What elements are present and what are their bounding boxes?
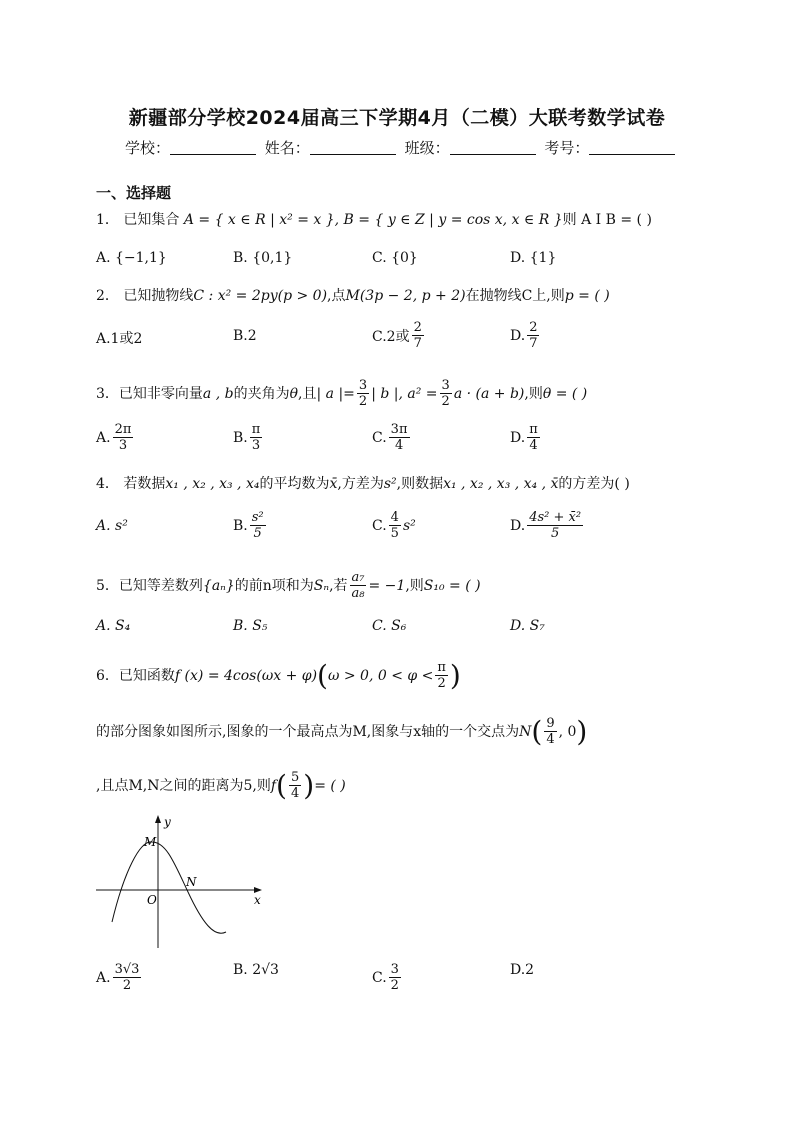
q5-text-4: ,则 [405, 577, 424, 594]
q1-option-c[interactable]: C. {0} [372, 250, 418, 266]
q1-ask: 则 A I B = ( ) [562, 212, 652, 228]
frac-den: 2 [122, 978, 132, 993]
q2-option-d[interactable] [510, 320, 541, 351]
q5-option-d[interactable]: D. S₇ [510, 618, 545, 634]
school-blank[interactable] [170, 140, 256, 155]
frac-den: 5 [550, 526, 560, 541]
q3-fraction-1 [357, 378, 369, 409]
frac-num: 9 [546, 716, 555, 731]
q6-option-c[interactable] [372, 962, 403, 993]
q3-fraction-2 [440, 378, 452, 409]
q4-text-3: ,方差为 [337, 476, 384, 492]
question-3 [96, 378, 587, 409]
q6-pi-half [435, 660, 448, 691]
q1-option-d[interactable]: D. {1} [510, 250, 557, 266]
q5-option-a[interactable]: A. S₄ [96, 618, 131, 634]
q2-ask: p = ( ) [564, 288, 610, 304]
q3-norm-b: | b | [371, 385, 399, 402]
q4-options [96, 510, 736, 550]
frac-num: 4s² + x̄² [529, 510, 582, 525]
q3-option-c-label: C. [372, 429, 387, 446]
point-m-label: M [144, 835, 157, 849]
frac-num: 4 [390, 510, 399, 525]
frac-den: 4 [394, 438, 404, 453]
q2-text-3: 在抛物线C上,则 [465, 288, 565, 304]
q3-option-b-label: B. [233, 429, 248, 446]
q4-option-d-fraction [527, 510, 583, 541]
q2-option-d-label: D. [510, 327, 526, 344]
frac-den: a₈ [351, 586, 365, 601]
q6-f: f [270, 777, 277, 794]
q6-ask: = ( ) [314, 777, 346, 794]
section-heading: 一、选择题 [96, 184, 172, 202]
q2-option-c-fraction [412, 320, 424, 351]
q6-function: f (x) = 4cos(ωx + φ) [174, 667, 318, 684]
y-axis-arrow [155, 815, 161, 823]
frac-num: 3π [390, 422, 408, 437]
y-axis-label: y [164, 815, 171, 829]
exam-number-blank[interactable] [589, 140, 675, 155]
q6-point-n: N [519, 723, 532, 740]
frac-den: 3 [251, 438, 261, 453]
q3-norm-a: | a |= [316, 385, 355, 402]
frac-num: π [529, 422, 538, 437]
q5-ask: S₁₀ = ( ) [423, 577, 481, 594]
q4-variance: s² [383, 476, 397, 492]
left-paren: ( [317, 658, 328, 692]
frac-num: 3 [390, 962, 399, 977]
q6-options [96, 962, 736, 1002]
q6-zero: , 0 [558, 723, 577, 740]
q3-theta: θ [289, 385, 299, 402]
q3-option-b-fraction [250, 422, 263, 453]
q4-option-d-label: D. [510, 517, 526, 534]
frac-den: 5 [390, 526, 399, 541]
frac-den: 4 [290, 786, 300, 801]
cosine-curve [112, 842, 226, 933]
q5-options [96, 618, 736, 658]
q3-ask: θ = ( ) [542, 385, 588, 402]
frac-den: 3 [118, 438, 128, 453]
q4-ask: 的方差为( ) [558, 476, 630, 492]
q5-text-2: 的前n项和为 [234, 577, 314, 594]
q5-equals: = −1 [368, 577, 406, 594]
right-paren: ) [449, 658, 461, 692]
frac-den: 2 [441, 394, 450, 409]
q4-option-c[interactable] [372, 510, 416, 541]
q6-text-2: 的部分图象如图所示,图象的一个最高点为M,图象与x轴的一个交点为 [96, 723, 520, 740]
exam-title: 新疆部分学校2024届高三下学期4月（二模）大联考数学试卷 [128, 107, 666, 129]
right-paren: ) [576, 714, 588, 748]
frac-num: π [251, 422, 261, 437]
q2-point: M(3p − 2, p + 2) [345, 288, 466, 304]
q4-option-c-fraction [389, 510, 401, 541]
q6-five-quarters [289, 770, 301, 801]
q5-ratio [350, 570, 367, 601]
q4-data: x₁ , x₂ , x₃ , x₄ [165, 476, 260, 492]
q3-text: 已知非零向量 [118, 385, 203, 402]
exam-number-label: 考号： [544, 139, 590, 157]
question-6 [96, 660, 461, 691]
q6-option-b-value: 2√3 [252, 962, 279, 978]
q1-text: 已知集合 [123, 212, 180, 228]
left-paren: ( [276, 768, 287, 802]
left-paren: ( [531, 714, 543, 748]
frac-num: 2 [529, 320, 538, 335]
frac-num: 3 [358, 378, 368, 393]
q4-option-c-s2: s² [402, 517, 416, 534]
question-1 [96, 210, 652, 230]
q4-option-b-label: B. [233, 517, 248, 534]
q2-options [96, 320, 736, 360]
q3-option-d[interactable] [510, 422, 542, 453]
q6-option-b-label: B. [233, 962, 248, 978]
question-5 [96, 570, 481, 601]
q2-number: 2． [96, 288, 119, 304]
frac-den: 5 [253, 526, 262, 541]
frac-den: 7 [413, 336, 422, 351]
frac-num: 3 [441, 378, 450, 393]
q3-vectors: a , b [202, 385, 234, 402]
q6-option-a-fraction [113, 962, 142, 993]
q3-option-c[interactable] [372, 422, 412, 453]
frac-num: s² [251, 510, 264, 525]
x-axis-label: x [254, 893, 261, 907]
q1-set-b: , B = { y ∈ Z | y = cos x, x ∈ R } [334, 212, 563, 228]
name-blank[interactable] [310, 140, 396, 155]
q4-data-2: x₁ , x₂ , x₃ , x₄ , x̄ [443, 476, 559, 492]
frac-num: a₇ [351, 570, 365, 585]
q4-option-b-fraction [250, 510, 266, 541]
frac-num: 2π [114, 422, 132, 437]
q2-text: 已知抛物线 [123, 288, 194, 304]
frac-num: π [437, 660, 446, 675]
q2-option-a[interactable]: A.1或2 [96, 331, 143, 347]
q4-option-a[interactable]: A. s² [96, 518, 128, 534]
frac-den: 2 [358, 394, 368, 409]
q2-parabola: C : x² = 2py(p > 0) [193, 288, 328, 304]
question-6-line-2 [96, 716, 587, 747]
frac-num: 3√3 [114, 962, 140, 977]
question-4 [96, 474, 630, 494]
q4-number: 4． [96, 476, 119, 492]
q6-option-d[interactable]: D.2 [510, 962, 535, 978]
q5-text-3: ,若 [329, 577, 348, 594]
q6-number: 6． [96, 667, 119, 684]
frac-num: 5 [290, 770, 300, 785]
q4-text-2: 的平均数为 [259, 476, 330, 492]
point-n-label: N [186, 875, 197, 889]
school-label: 学校： [125, 139, 171, 157]
q1-set-a: A = { x ∈ R | x² = x } [183, 212, 335, 228]
q4-option-b[interactable] [233, 510, 268, 541]
origin-label: O [147, 893, 157, 907]
q4-option-d[interactable] [510, 510, 585, 541]
frac-den: 7 [529, 336, 538, 351]
q2-option-d-fraction [527, 320, 539, 351]
frac-num: 2 [413, 320, 422, 335]
q3-option-d-label: D. [510, 429, 526, 446]
q1-option-a[interactable]: A. {−1,1} [96, 250, 167, 266]
q3-a-squared: , a² = [398, 385, 438, 402]
q1-number: 1． [96, 212, 119, 228]
q6-text: 已知函数 [118, 667, 175, 684]
frac-den: 2 [390, 978, 399, 993]
q5-sequence: {aₙ} [202, 577, 235, 594]
q3-text-4: ,则 [524, 385, 543, 402]
q3-options [96, 422, 736, 462]
class-blank[interactable] [450, 140, 536, 155]
q4-text: 若数据 [123, 476, 166, 492]
frac-den: 4 [529, 438, 538, 453]
q3-number: 3． [96, 385, 119, 402]
q6-text-3: ,且点M,N之间的距离为5,则 [96, 777, 271, 794]
q5-option-b[interactable]: B. S₅ [233, 618, 268, 634]
q6-option-a[interactable] [96, 962, 143, 993]
q6-option-a-label: A. [96, 969, 111, 986]
q5-option-c[interactable]: C. S₆ [372, 618, 407, 634]
q6-option-c-label: C. [372, 969, 387, 986]
q4-option-c-label: C. [372, 517, 387, 534]
q3-option-a-label: A. [96, 429, 111, 446]
q1-options [96, 250, 736, 290]
q3-option-b[interactable] [233, 422, 264, 453]
frac-den: 2 [437, 676, 446, 691]
q2-option-c-label: C.2或 [372, 328, 410, 345]
class-label: 班级： [404, 139, 450, 157]
q3-dot-product: a · (a + b) [453, 385, 525, 402]
q3-text-3: ,且 [298, 385, 317, 402]
right-paren: ) [303, 768, 315, 802]
frac-den: 4 [546, 732, 555, 747]
q6-nine-quarters [544, 716, 556, 747]
q3-option-d-fraction [527, 422, 540, 453]
q6-option-c-fraction [389, 962, 401, 993]
q3-option-a[interactable] [96, 422, 135, 453]
q3-text-2: 的夹角为 [233, 385, 290, 402]
q3-option-c-fraction [389, 422, 410, 453]
function-graph [92, 812, 267, 952]
q3-option-a-fraction [113, 422, 134, 453]
q1-option-b[interactable]: B. {0,1} [233, 250, 293, 266]
q2-option-b[interactable]: B.2 [233, 328, 257, 344]
question-2 [96, 286, 610, 306]
q2-text-2: ,点 [327, 288, 346, 304]
q2-option-c[interactable] [372, 320, 426, 351]
q4-mean: x̄ [329, 476, 338, 492]
question-6-line-3 [96, 770, 346, 801]
student-info-line [125, 137, 679, 158]
q5-number: 5． [96, 577, 119, 594]
q4-text-4: ,则数据 [396, 476, 444, 492]
name-label: 姓名： [264, 139, 310, 157]
q6-option-b[interactable] [233, 962, 279, 978]
q5-text: 已知等差数列 [118, 577, 203, 594]
q6-conditions: ω > 0, 0 < φ < [327, 667, 434, 684]
q5-sn: Sₙ [313, 577, 330, 594]
